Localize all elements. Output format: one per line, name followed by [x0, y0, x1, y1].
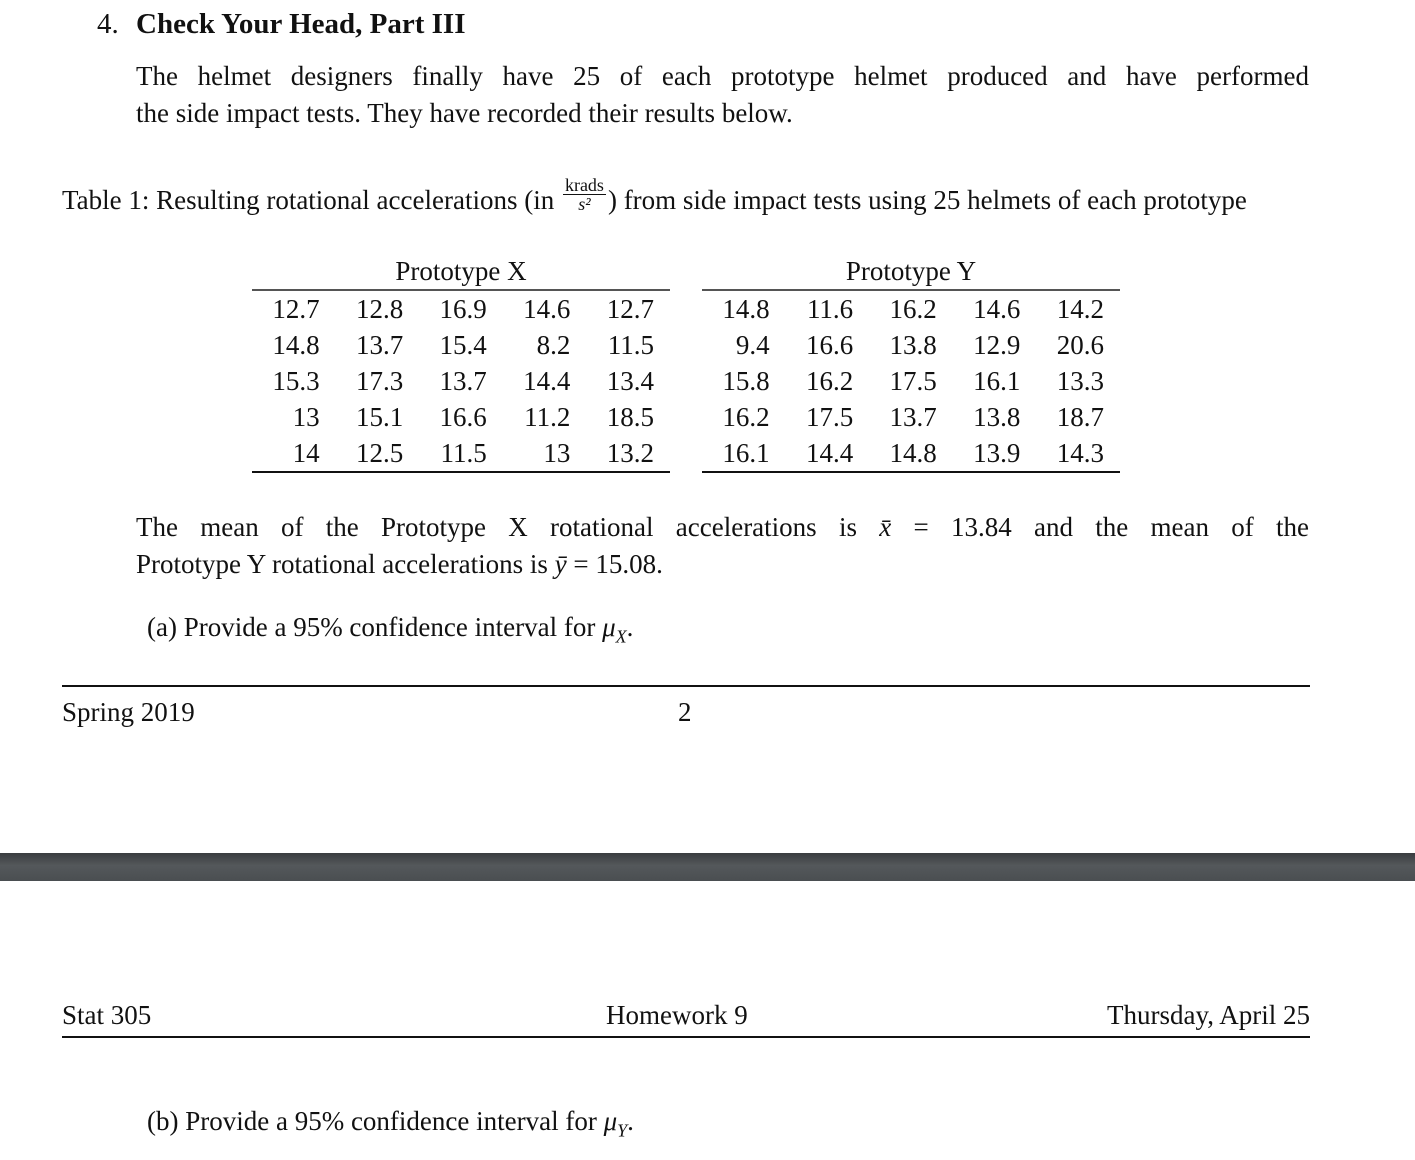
table-cell: 12.9: [973, 329, 1021, 360]
table-row: [702, 290, 1120, 327]
table-cell: 13: [503, 435, 587, 472]
unit-fraction: [563, 176, 606, 213]
part-a-text: Provide a 95% confidence interval for: [183, 612, 596, 642]
caption-prefix: Table 1: Resulting rotational accelerations (in: [62, 185, 555, 215]
table-row: [252, 327, 670, 363]
mu-subscript: Y: [617, 1120, 628, 1141]
table-cell: 15.1: [355, 401, 404, 432]
table-cell: 14.8: [272, 329, 320, 360]
xbar-symbol: x̄: [879, 512, 892, 542]
table-cell: 16.6: [805, 329, 854, 360]
table-cell: 13: [292, 401, 320, 432]
table-cell: 18.7: [1056, 401, 1104, 432]
table-cell: 17.3: [355, 365, 404, 396]
table-cell: 13.7: [439, 365, 487, 396]
part-a-end: .: [626, 612, 634, 642]
table-cell: 14.4: [786, 435, 870, 472]
table-row: [702, 435, 1120, 472]
table-cell: 16.9: [439, 293, 487, 324]
page-number: 2: [678, 697, 692, 727]
part-b: [147, 1106, 634, 1141]
prototype-x-header: Prototype X: [252, 256, 670, 290]
table-cell: 13.3: [1056, 365, 1104, 396]
table-cell: 13.4: [606, 365, 654, 396]
means-paragraph: [136, 509, 1309, 583]
table-cell: 18.5: [606, 401, 654, 432]
table-cell: 12.8: [355, 293, 404, 324]
table-cell: 12.7: [606, 293, 654, 324]
table-row: [252, 435, 670, 472]
part-a: [147, 612, 633, 647]
means-line-1: [136, 509, 1309, 546]
mu-subscript: X: [615, 626, 627, 647]
mu-symbol: μ: [603, 1106, 618, 1136]
table-cell: 14.6: [973, 293, 1021, 324]
table-cell: 13.9: [953, 435, 1037, 472]
table-cell: 14.8: [869, 435, 953, 472]
table-cell: 11.5: [607, 329, 654, 360]
intro-line-1: The helmet designers finally have 25 of each prototype helmet produced and have performed: [136, 61, 1309, 91]
table-cell: 20.6: [1056, 329, 1104, 360]
table-cell: 14.2: [1056, 293, 1104, 324]
table-cell: 13.8: [889, 329, 937, 360]
table-cell: 16.2: [805, 365, 854, 396]
xbar-value: = 13.84: [913, 512, 1012, 542]
unit-numerator: krads: [564, 175, 604, 196]
header-right: Thursday, April 25: [1107, 1000, 1310, 1030]
problem-heading: [97, 8, 465, 41]
table-cell: 14.6: [523, 293, 571, 324]
table-cell: 15.3: [272, 365, 320, 396]
means-text-y: Prototype Y rotational accelerations is: [136, 549, 548, 579]
table-cell: 11.5: [419, 435, 503, 472]
table-row: [252, 363, 670, 399]
table-cell: 9.4: [735, 329, 770, 360]
table-caption: [62, 175, 1310, 221]
table-cell: 15.8: [722, 365, 770, 396]
table-row: [702, 363, 1120, 399]
table-cell: 14.8: [722, 293, 770, 324]
table-cell: 14.3: [1036, 435, 1120, 472]
table-cell: 11.2: [524, 401, 571, 432]
table-cell: 11.6: [806, 293, 854, 324]
mu-symbol: μ: [602, 612, 616, 642]
problem-title: Check Your Head, Part III: [136, 8, 466, 40]
means-text-connector: and the mean of the: [1034, 512, 1310, 542]
table-row: [252, 399, 670, 435]
table-cell: 17.5: [889, 365, 937, 396]
header-rule: [62, 1036, 1310, 1038]
table-cell: 16.2: [889, 293, 937, 324]
ybar-symbol: ȳ: [554, 549, 567, 579]
footer-rule: [62, 685, 1310, 687]
footer-left: Spring 2019: [62, 697, 195, 727]
page-separator-bar: [0, 853, 1415, 881]
table-cell: 16.6: [439, 401, 487, 432]
table-cell: 17.5: [805, 401, 854, 432]
table-cell: 16.1: [973, 365, 1021, 396]
prototype-x-table: [252, 256, 670, 473]
table-cell: 16.1: [702, 435, 786, 472]
ybar-value: = 15.08.: [573, 549, 663, 579]
unit-denominator: s²: [578, 194, 591, 215]
part-b-label: (b): [147, 1106, 179, 1136]
table-row: [702, 399, 1120, 435]
table-cell: 13.8: [973, 401, 1021, 432]
header-left: Stat 305: [62, 1000, 152, 1030]
part-b-end: .: [627, 1106, 634, 1136]
header-center: Homework 9: [606, 1000, 748, 1030]
part-a-label: (a): [147, 612, 177, 642]
intro-line-2: the side impact tests. They have recorded their results below.: [136, 98, 793, 128]
table-cell: 12.7: [272, 293, 320, 324]
part-b-text: Provide a 95% confidence interval for: [185, 1106, 597, 1136]
prototype-y-table: [702, 256, 1120, 473]
table-cell: 13.2: [586, 435, 670, 472]
intro-paragraph: [136, 58, 1309, 132]
table-cell: 13.7: [355, 329, 404, 360]
means-line-2: [136, 546, 1309, 583]
table-cell: 14.4: [523, 365, 571, 396]
table-cell: 14: [252, 435, 336, 472]
table-cell: 12.5: [336, 435, 420, 472]
table-cell: 16.2: [722, 401, 770, 432]
caption-suffix: ) from side impact tests using 25 helmets of each prototype: [607, 185, 1247, 215]
table-row: [252, 290, 670, 327]
table-row: [702, 327, 1120, 363]
table-cell: 13.7: [889, 401, 937, 432]
means-text-x: The mean of the Prototype X rotational accelerations is: [136, 512, 857, 542]
table-cell: 8.2: [536, 329, 571, 360]
prototype-y-header: Prototype Y: [702, 256, 1120, 290]
problem-number: 4.: [97, 8, 119, 40]
table-cell: 15.4: [439, 329, 487, 360]
